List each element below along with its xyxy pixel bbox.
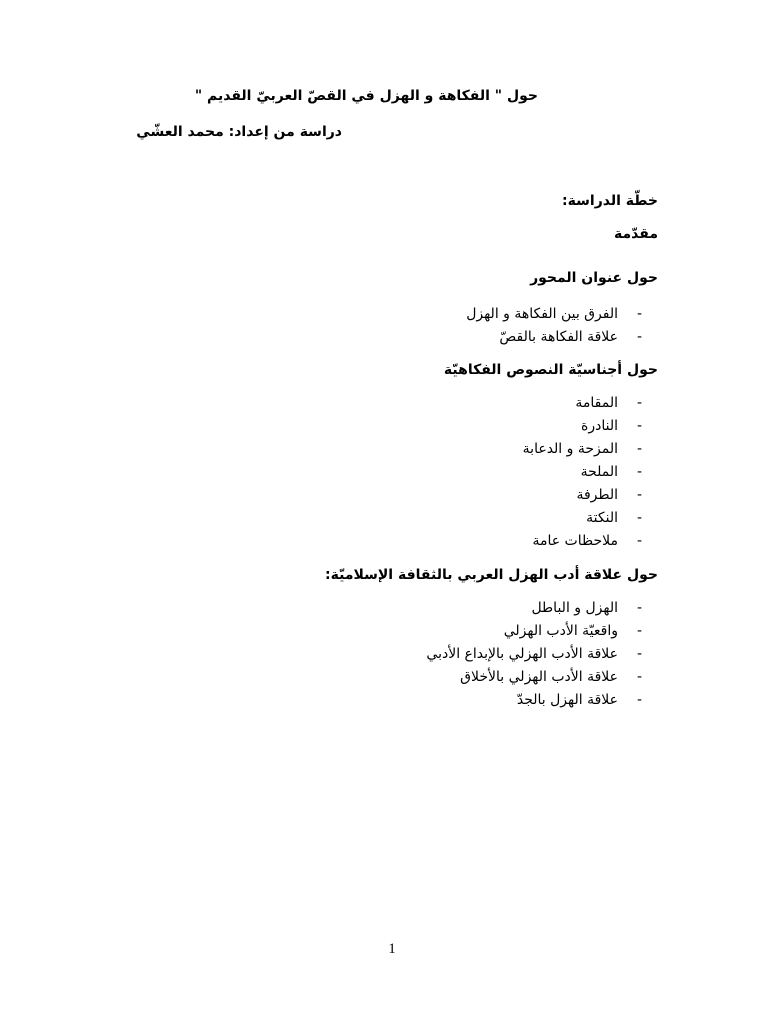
list-item xyxy=(466,303,658,326)
bullet-dash: - xyxy=(636,306,642,322)
section-list xyxy=(466,303,658,349)
bullet-dash: - xyxy=(636,646,642,662)
section-genres xyxy=(444,362,658,553)
list-item xyxy=(444,392,658,415)
bullet-dash: - xyxy=(636,692,642,708)
section-heading: حول أجناسيّة النصوص الفكاهيّة xyxy=(443,362,658,378)
list-item-text: الملحة xyxy=(580,464,618,480)
bullet-dash: - xyxy=(636,533,642,549)
list-item xyxy=(325,643,658,666)
list-item-text: النادرة xyxy=(581,418,618,434)
plan-heading: خطّة الدراسة: xyxy=(562,193,658,209)
section-heading: حول عنوان المحور xyxy=(530,270,658,286)
list-item-text: الهزل و الباطل xyxy=(531,600,618,616)
list-item-text: المزحة و الدعابة xyxy=(522,441,618,457)
list-item-text: المقامة xyxy=(575,395,618,411)
list-item-text: واقعيّة الأدب الهزلي xyxy=(503,623,618,639)
list-item xyxy=(325,597,658,620)
section-list xyxy=(444,392,658,553)
list-item xyxy=(325,666,658,689)
bullet-dash: - xyxy=(636,623,642,639)
list-item xyxy=(325,620,658,643)
bullet-dash: - xyxy=(636,510,642,526)
bullet-dash: - xyxy=(636,487,642,503)
list-item-text: علاقة الأدب الهزلي بالأخلاق xyxy=(460,669,618,685)
list-item-text: علاقة الهزل بالجدّ xyxy=(516,692,618,708)
list-item xyxy=(444,507,658,530)
list-item-text: الفرق بين الفكاهة و الهزل xyxy=(466,306,618,322)
list-item-text: ملاحظات عامة xyxy=(532,533,618,549)
section-list xyxy=(325,597,658,712)
section-islamic-culture xyxy=(325,567,658,712)
introduction-heading: مقدّمة xyxy=(614,226,658,242)
author-line: دراسة من إعداد: محمد العشّي xyxy=(136,124,342,140)
bullet-dash: - xyxy=(636,669,642,685)
page-number: 1 xyxy=(388,941,396,957)
document-title: حول " الفكاهة و الهزل في القصّ العربيّ القديم " xyxy=(194,88,538,104)
bullet-dash: - xyxy=(636,418,642,434)
list-item xyxy=(444,438,658,461)
bullet-dash: - xyxy=(636,395,642,411)
bullet-dash: - xyxy=(636,329,642,345)
bullet-dash: - xyxy=(636,441,642,457)
list-item xyxy=(466,326,658,349)
list-item xyxy=(444,530,658,553)
list-item xyxy=(444,415,658,438)
list-item xyxy=(444,484,658,507)
list-item xyxy=(325,689,658,712)
bullet-dash: - xyxy=(636,464,642,480)
section-heading: حول علاقة أدب الهزل العربي بالثقافة الإسلاميّة: xyxy=(325,567,658,583)
list-item-text: الطرفة xyxy=(576,487,618,503)
list-item-text: علاقة الأدب الهزلي بالإبداع الأدبي xyxy=(426,646,618,662)
list-item-text: علاقة الفكاهة بالقصّ xyxy=(499,329,618,345)
bullet-dash: - xyxy=(636,600,642,616)
section-title-axis xyxy=(466,270,658,349)
list-item xyxy=(444,461,658,484)
list-item-text: النكتة xyxy=(586,510,618,526)
